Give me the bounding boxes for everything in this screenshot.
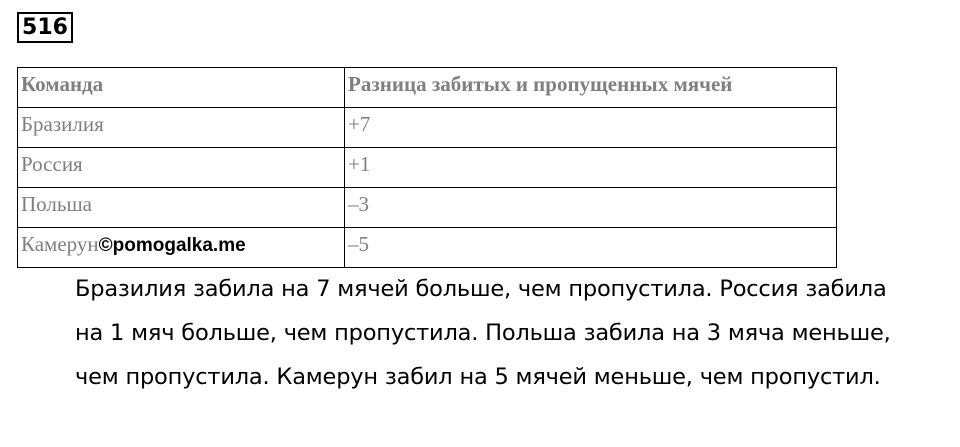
- answer-line: Бразилия забила на 7 мячей больше, чем пропустила. Россия забила: [75, 276, 887, 302]
- table-row: [18, 188, 837, 228]
- table-header-cell: Команда: [18, 68, 345, 108]
- answer-line: чем пропустила. Камерун забил на 5 мячей меньше, чем пропустил.: [75, 364, 881, 390]
- table-row: [18, 108, 837, 148]
- team-cell: Бразилия: [18, 108, 345, 148]
- table-header-cell: Разница забитых и пропущенных мячей: [345, 68, 837, 108]
- difference-cell: +1: [345, 148, 837, 188]
- difference-cell: –5: [345, 228, 837, 268]
- team-cell-with-watermark: [18, 228, 345, 268]
- team-name: Камерун: [21, 232, 99, 256]
- problem-number: 516: [17, 12, 73, 43]
- team-cell: Польша: [18, 188, 345, 228]
- team-cell: Россия: [18, 148, 345, 188]
- watermark: ©pomogalka.me: [98, 235, 246, 256]
- difference-cell: +7: [345, 108, 837, 148]
- table-row: [18, 148, 837, 188]
- table-header-row: [18, 68, 837, 108]
- answer-line: на 1 мяч больше, чем пропустила. Польша забила на 3 мяча меньше,: [75, 320, 891, 346]
- goal-difference-table: [17, 67, 837, 268]
- table-row: [18, 228, 837, 268]
- answer-text: [75, 267, 955, 399]
- difference-cell: –3: [345, 188, 837, 228]
